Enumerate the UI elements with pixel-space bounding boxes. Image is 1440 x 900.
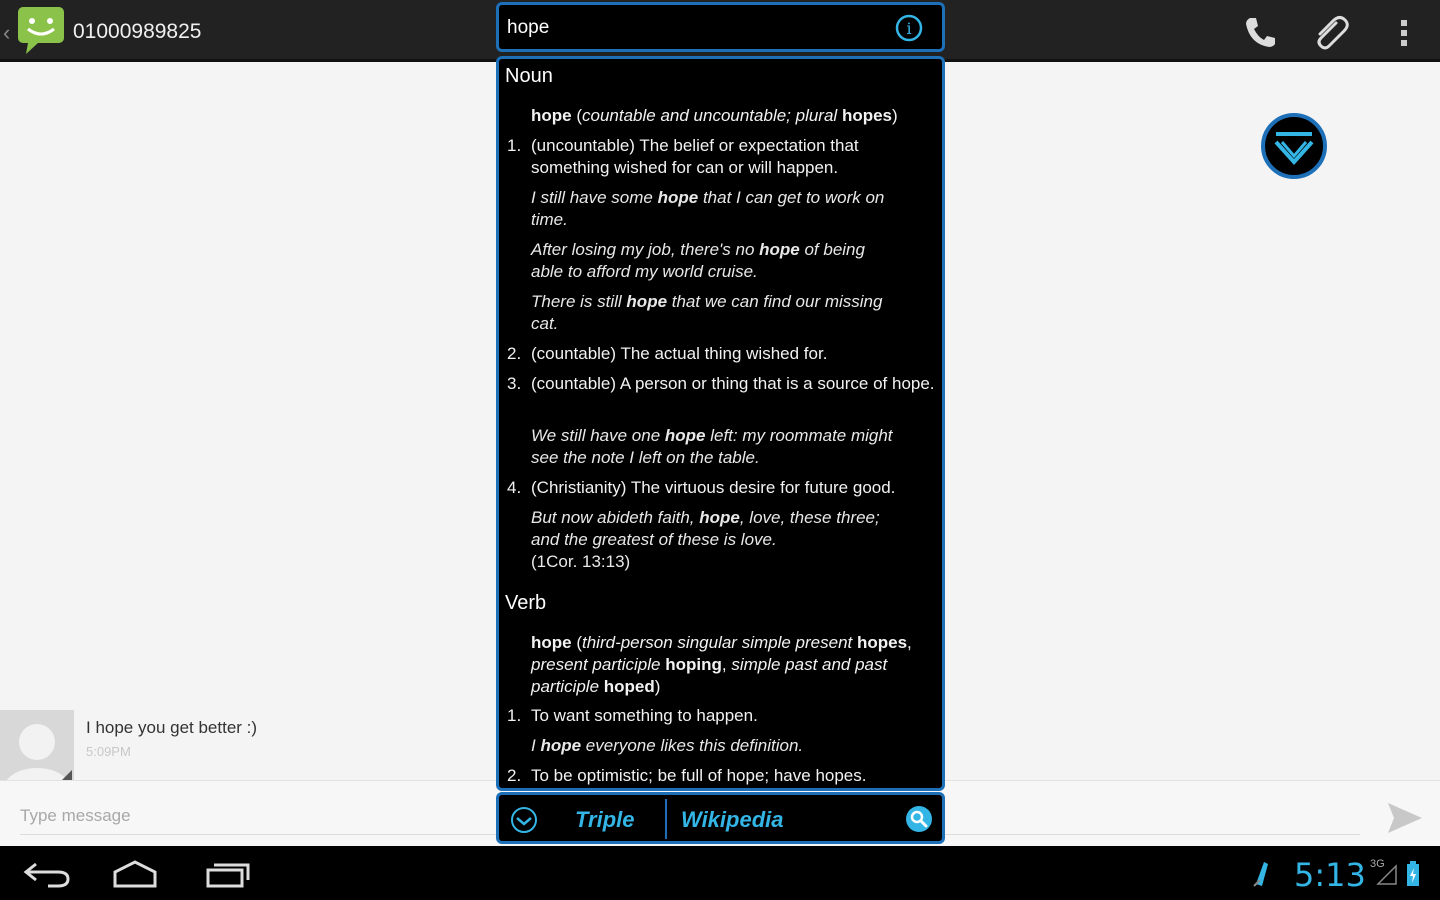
message-time: 5:09PM [86,744,131,759]
back-icon[interactable] [18,856,78,890]
verb-headword: hope (third-person singular simple present hopes, present participle hoping, simple past and past participle hoped) [531,633,912,696]
sense-number: 4. [507,478,522,497]
noun-headword: hope (countable and uncountable; plural hopes) [531,106,898,125]
message-text: I hope you get better :) [86,718,258,737]
sense-noun-2 [507,343,937,365]
sense-noun-1 [507,135,937,179]
system-nav-bar [0,846,1440,900]
example: After losing my job, there's no hope of being able to afford my world cruise. [531,240,865,281]
sense-number: 1. [507,706,522,725]
sense-noun-4 [507,477,937,499]
collapse-icon[interactable] [509,805,539,835]
info-icon[interactable] [894,13,924,43]
send-icon[interactable] [1384,801,1424,835]
sense-text: To want something to happen. [531,706,758,725]
sense-number: 2. [507,344,522,363]
sense-number: 2. [507,766,522,785]
clock[interactable]: 5:13 [1294,856,1366,894]
contact-avatar-icon[interactable] [0,710,74,782]
notification-icon[interactable] [1250,858,1274,888]
sense-text: (countable) A person or thing that is a source of hope. [531,374,935,393]
attach-icon[interactable] [1312,12,1352,52]
home-icon[interactable] [105,856,165,890]
recent-apps-icon[interactable] [198,856,258,890]
network-type: 3G [1370,858,1385,870]
battery-icon [1404,860,1422,888]
example: We still have one hope left: my roommate might see the note I left on the table. [531,426,893,467]
signal-icon [1376,864,1398,886]
search-icon[interactable] [904,804,934,834]
verb-heading: Verb [505,592,547,614]
sense-number: 1. [507,136,522,155]
sense-text: To be optimistic; be full of hope; have hopes. [531,766,867,785]
dictionary-search-box[interactable] [496,2,945,52]
dictionary-query[interactable]: hope [507,17,550,38]
sense-noun-3 [507,373,937,395]
example: There is still hope that we can find our missing cat. [531,292,883,333]
sense-verb-2 [507,765,937,787]
dictionary-panel[interactable] [496,56,945,791]
messaging-app-icon[interactable] [14,5,68,55]
overflow-menu-icon[interactable] [1390,12,1418,52]
dictionary-source-tabs [496,792,945,844]
sense-text: (uncountable) The belief or expectation that something wished for can or will happen. [531,136,859,177]
up-caret-icon[interactable]: ‹ [3,20,11,45]
example: But now abideth faith, hope, love, these three; and the greatest of these is love. (1Cor. 13:13) [531,508,880,571]
sense-text: (countable) The actual thing wished for. [531,344,828,363]
contact-name: 01000989825 [73,20,202,43]
tab-wikipedia[interactable]: Wikipedia [681,807,784,832]
phone-icon[interactable] [1240,12,1280,52]
tab-divider [665,799,667,839]
example: I hope everyone likes this definition. [531,736,804,755]
svg-text:i: i [906,19,912,38]
noun-heading: Noun [505,65,553,87]
example: I still have some hope that I can get to work on time. [531,188,885,229]
collapse-chevron-icon[interactable] [1260,112,1328,180]
sense-number: 3. [507,374,522,393]
tab-triple[interactable]: Triple [575,807,635,832]
sense-text: (Christianity) The virtuous desire for future good. [531,478,896,497]
sense-verb-1 [507,705,937,727]
